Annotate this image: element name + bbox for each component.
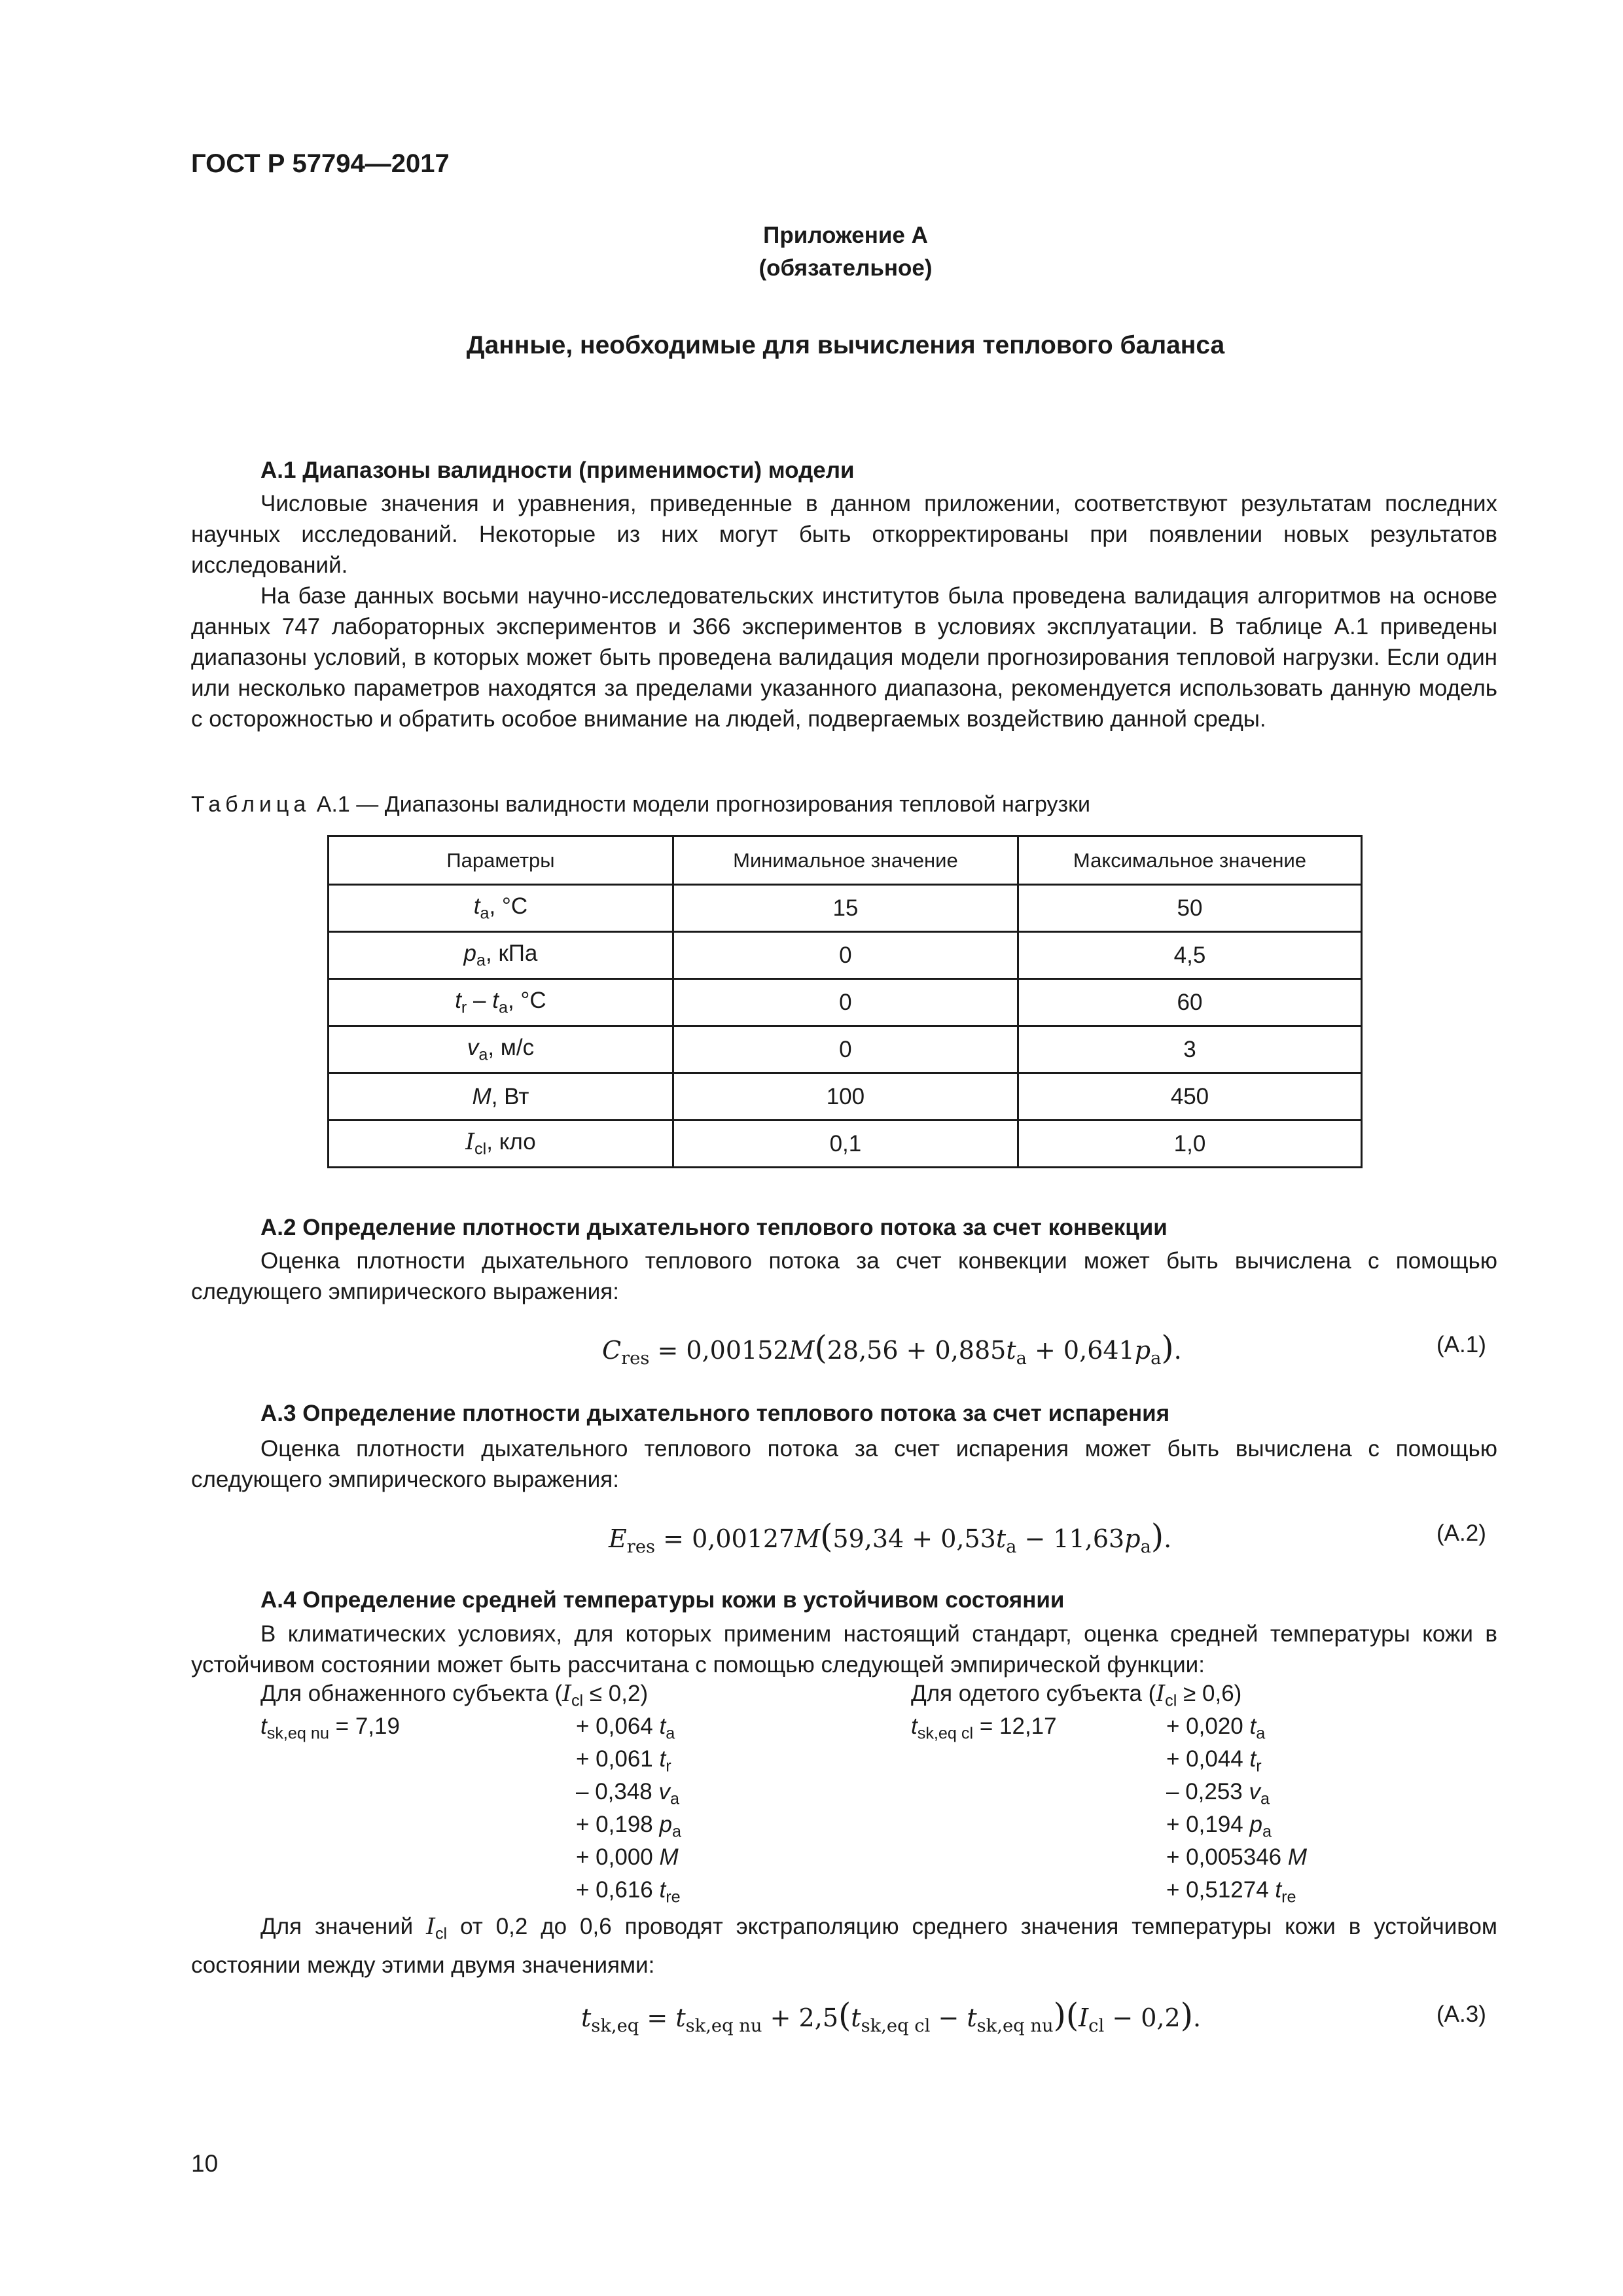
table-caption-prefix: Таблица <box>191 792 311 817</box>
max-cell: 3 <box>1018 1026 1361 1073</box>
term-row: + 0,51274 $t_{re}$ <box>1166 1877 1296 1907</box>
min-cell: 0 <box>673 979 1018 1026</box>
term-row: + 0,005346 M <box>1166 1844 1308 1870</box>
table-row <box>329 979 1362 1026</box>
param-cell: $I_{cl}$, кло <box>329 1121 673 1168</box>
min-cell: 15 <box>673 885 1018 932</box>
table-row <box>329 1026 1362 1073</box>
table-caption-text: А.1 — Диапазоны валидности модели прогнозирования тепловой нагрузки <box>316 792 1091 817</box>
nude-subject-label: Для обнаженного субъекта $(I_{cl} \le 0,2)$ <box>260 1681 649 1710</box>
annex-title: Приложение А <box>763 223 928 248</box>
table-row <box>329 1073 1362 1121</box>
page-number: 10 <box>191 2150 219 2177</box>
term-row: + 0,000 M <box>576 1844 679 1870</box>
nude-base-value: $t_{sk,eq nu} = 7,19$ <box>260 1713 400 1743</box>
term-row: – 0,348 $v_a$ <box>576 1779 680 1808</box>
table-header-cell: Минимальное значение <box>673 836 1018 885</box>
section-a3-heading: А.3 Определение плотности дыхательного теплового потока за счет испарения <box>260 1401 1170 1426</box>
param-cell: M, Вт <box>329 1073 673 1121</box>
term-row: + 0,194 $p_a$ <box>1166 1812 1272 1841</box>
interpolation-paragraph: Для значений $I_{cl}$ от 0,2 до 0,6 проводят экстраполяцию среднего значения температуры кожи в устойчивом состоянии между этими двумя значениями: <box>191 1914 1497 1978</box>
section-a3-paragraph: Оценка плотности дыхательного теплового потока за счет испарения может быть вычислена с помощью следующего эмпирического выражения: <box>191 1436 1497 1492</box>
annex-status: (обязательное) <box>758 255 933 281</box>
max-cell: 50 <box>1018 885 1361 932</box>
param-cell: $p_a$, кПа <box>329 932 673 979</box>
term-row: + 0,044 $t_r$ <box>1166 1746 1262 1776</box>
table-caption <box>191 792 1090 817</box>
table-row <box>329 1121 1362 1168</box>
term-row: + 0,061 $t_r$ <box>576 1746 671 1776</box>
section-a2-heading: А.2 Определение плотности дыхательного теплового потока за счет конвекции <box>260 1215 1168 1240</box>
term-row: + 0,198 $p_a$ <box>576 1812 681 1841</box>
section-a4-paragraph: В климатических условиях, для которых применим настоящий стандарт, оценка средней температуры кожи в устойчивом состоянии может быть рассчитана с помощью следующей эмпирической функции: <box>191 1621 1497 1677</box>
clothed-base-value: $t_{sk,eq cl} = 12,17$ <box>911 1713 1057 1743</box>
equation-a2: $E_{res} = 0,00127M(59,34 + 0,53t_a - 11,63p_a)$. <box>609 1517 1172 1558</box>
equation-a3-number: (А.3) <box>1436 2001 1486 2027</box>
annex-heading: Данные, необходимые для вычисления теплового баланса <box>466 331 1225 359</box>
term-row: + 0,064 $t_a$ <box>576 1713 675 1743</box>
section-a1-paragraph-1: Числовые значения и уравнения, приведенные в данном приложении, соответствуют результатам последних научных исследований. Некоторые из них могут быть откорректированы при появлении новых результатов исследований. <box>191 491 1497 578</box>
term-row: – 0,253 $v_a$ <box>1166 1779 1270 1808</box>
section-a1-paragraph-2: На базе данных восьми научно-исследовательских институтов была проведена валидация алгоритмов на основе данных 747 лабораторных экспериментов и 366 экспериментов в условиях эксплуатации. В таблице А.1 приведены диапазоны условий, в которых может быть проведена валидация модели прогнозирования тепловой нагрузки. Если один или несколько параметров находятся за пределами указанного диапазона, рекомендуется использовать данную модель с осторожностью и обратить особое внимание на людей, подвергаемых воздействию данной среды. <box>191 583 1497 732</box>
table-row <box>329 932 1362 979</box>
equation-a3: $t_{sk,eq} = t_{sk,eq nu} + 2,5(t_{sk,eq cl} - t_{sk,eq nu})(I_{cl} - 0,2)$. <box>581 1996 1202 2037</box>
section-a1-heading: А.1 Диапазоны валидности (применимости) модели <box>260 457 855 483</box>
max-cell: 1,0 <box>1018 1121 1361 1168</box>
max-cell: 60 <box>1018 979 1361 1026</box>
equation-a1: $C_{res} = 0,00152M(28,56 + 0,885t_a + 0,641p_a)$. <box>602 1329 1182 1369</box>
min-cell: 0 <box>673 932 1018 979</box>
equation-a1-number: (А.1) <box>1436 1332 1486 1357</box>
section-a4-heading: А.4 Определение средней температуры кожи в устойчивом состоянии <box>260 1587 1065 1613</box>
param-cell: $t_a$, °C <box>329 885 673 932</box>
table-row <box>329 885 1362 932</box>
clothed-subject-label: Для одетого субъекта $(I_{cl} \ge 0,6)$ <box>911 1681 1242 1710</box>
max-cell: 4,5 <box>1018 932 1361 979</box>
param-cell: $v_a$, м/с <box>329 1026 673 1073</box>
table-header-cell: Параметры <box>329 836 673 885</box>
term-row: + 0,616 $t_{re}$ <box>576 1877 681 1907</box>
table-header-row <box>329 836 1362 885</box>
max-cell: 450 <box>1018 1073 1361 1121</box>
min-cell: 100 <box>673 1073 1018 1121</box>
standard-number: ГОСТ Р 57794—2017 <box>191 149 450 178</box>
min-cell: 0,1 <box>673 1121 1018 1168</box>
term-row: + 0,020 $t_a$ <box>1166 1713 1266 1743</box>
table-header-cell: Максимальное значение <box>1018 836 1361 885</box>
validity-table <box>327 835 1363 1168</box>
equation-a2-number: (А.2) <box>1436 1520 1486 1546</box>
section-a2-paragraph: Оценка плотности дыхательного теплового потока за счет конвекции может быть вычислена с помощью следующего эмпирического выражения: <box>191 1248 1497 1304</box>
min-cell: 0 <box>673 1026 1018 1073</box>
param-cell: $t_r - t_a$, °C <box>329 979 673 1026</box>
